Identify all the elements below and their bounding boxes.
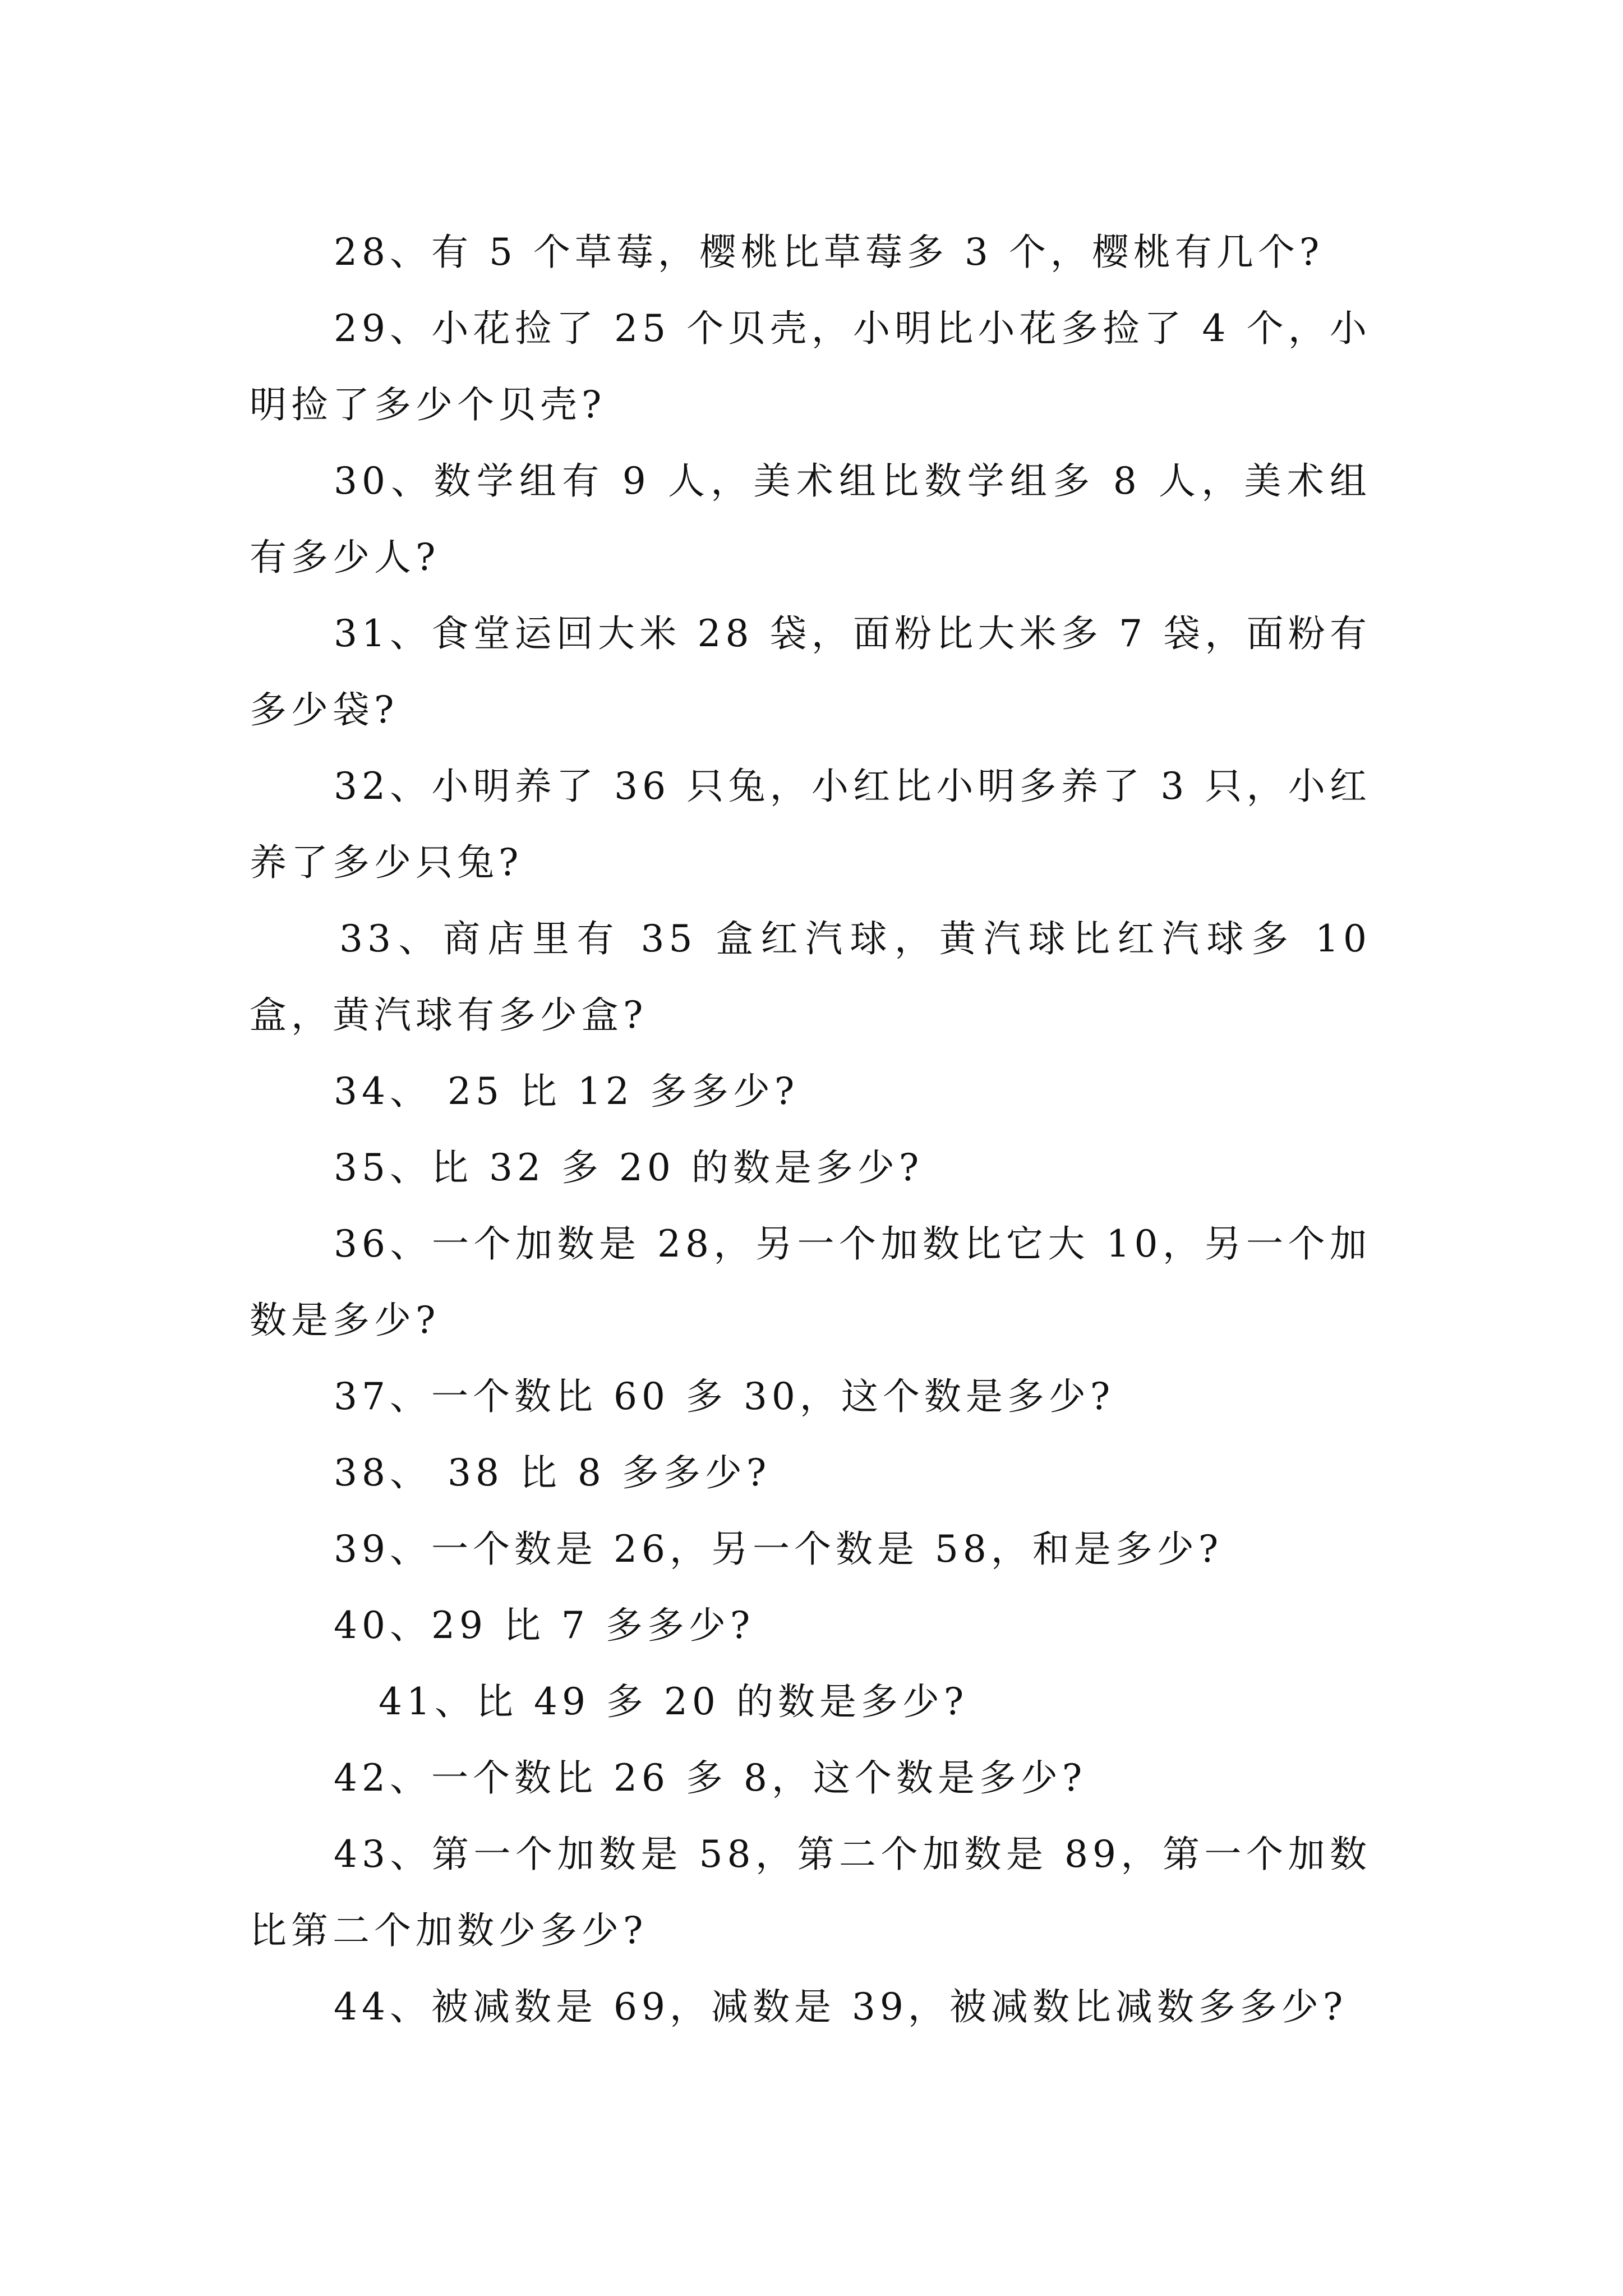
question-40: 40、29 比 7 多多少? xyxy=(334,1604,755,1647)
question-42: 42、一个数比 26 多 8，这个数是多少? xyxy=(334,1756,1087,1800)
question-37: 37、一个数比 60 多 30，这个数是多少? xyxy=(334,1375,1115,1418)
question-29: 29、小花捡了 25 个贝壳，小明比小花多捡了 4 个，小明捡了多少个贝壳? xyxy=(250,307,1371,426)
question-33: 33、商店里有 35 盒红汽球，黄汽球比红汽球多 10 盒，黄汽球有多少盒? xyxy=(250,917,1371,1037)
question-41: 41、比 49 多 20 的数是多少? xyxy=(379,1680,969,1723)
question-34: 34、 25 比 12 多多少? xyxy=(334,1070,799,1113)
question-36: 36、一个加数是 28，另一个加数比它大 10，另一个加数是多少? xyxy=(250,1222,1371,1342)
question-30: 30、数学组有 9 人，美术组比数学组多 8 人，美术组有多少人? xyxy=(250,459,1371,579)
question-28: 28、有 5 个草莓，樱桃比草莓多 3 个，樱桃有几个? xyxy=(334,231,1324,274)
question-35: 35、比 32 多 20 的数是多少? xyxy=(334,1146,924,1189)
question-31: 31、食堂运回大米 28 袋，面粉比大米多 7 袋，面粉有多少袋? xyxy=(250,612,1371,731)
question-list xyxy=(250,214,1371,2045)
question-44: 44、被减数是 69，减数是 39，被减数比减数多多少? xyxy=(334,1985,1348,2028)
question-39: 39、一个数是 26，另一个数是 58，和是多少? xyxy=(334,1527,1223,1571)
question-38: 38、 38 比 8 多多少? xyxy=(334,1451,771,1494)
question-43: 43、第一个加数是 58，第二个加数是 89，第一个加数比第二个加数少多少? xyxy=(250,1833,1371,1952)
question-32: 32、小明养了 36 只兔，小红比小明多养了 3 只，小红养了多少只兔? xyxy=(250,765,1371,884)
